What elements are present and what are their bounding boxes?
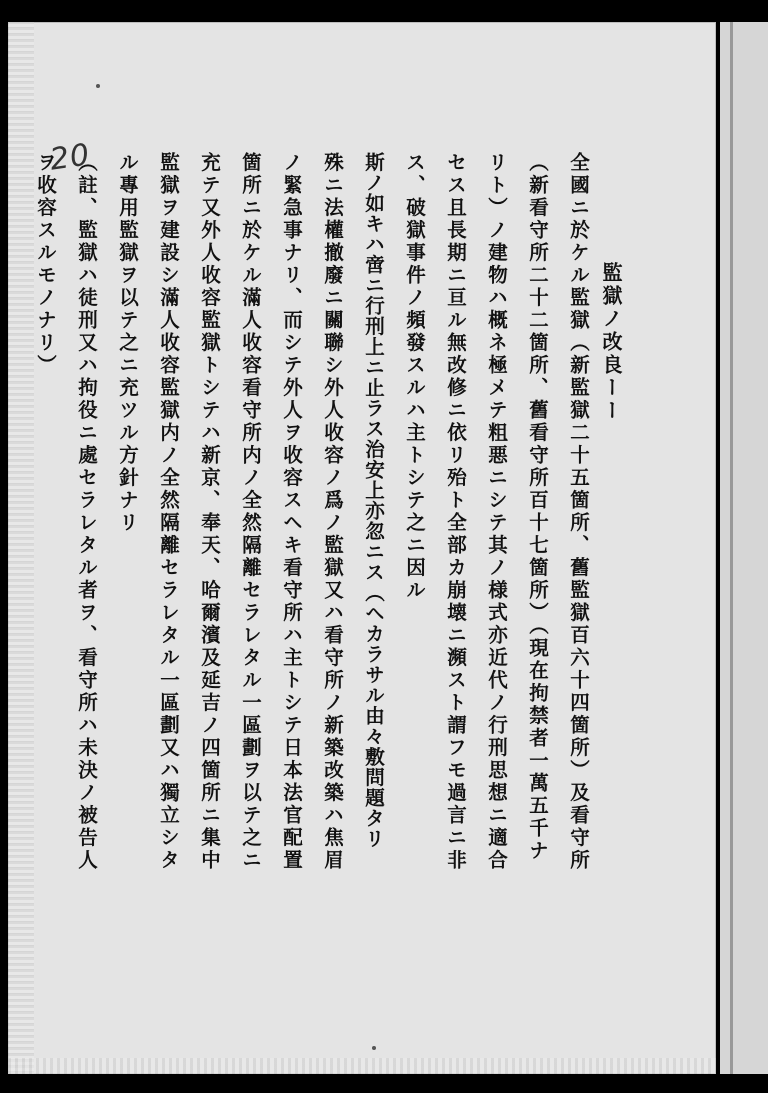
text-column: ス、破獄事件ノ頻發スルハ主トシテ之ニ因ル <box>403 152 426 602</box>
text-column: ノ緊急事ナリ、而シテ外人ヲ收容スヘキ看守所ハ主トシテ日本法官配置 <box>280 152 303 872</box>
text-column: セス且長期ニ亘ル無改修ニ依リ殆ト全部カ崩壊ニ瀕スト謂フモ過言ニ非 <box>444 152 467 872</box>
page-fold-line <box>730 22 733 1074</box>
text-column: （註、監獄ハ徒刑又ハ拘役ニ處セラレタル者ヲ、看守所ハ未決ノ被告人 <box>75 152 98 872</box>
text-column: 箇所ニ於ケル滿人收容看守所内ノ全然隔離セラレタル一區劃ヲ以テ之ニ <box>239 152 262 872</box>
scan-speck <box>96 84 100 88</box>
text-column: 斯ノ如キハ啻ニ行刑上ニ止ラス治安上亦忽ニス（ヘカラサル由々敷問題タリ <box>362 152 385 849</box>
text-column: ル專用監獄ヲ以テ之ニ充ツル方針ナリ <box>116 152 139 535</box>
adjacent-page-strip <box>720 22 768 1074</box>
text-column: （新看守所二十二箇所、舊看守所百十七箇所）（現在拘禁者一萬五千ナ <box>526 152 549 863</box>
text-column: ヲ收容スルモノナリ） <box>34 152 57 377</box>
page-bottom-edge <box>8 1058 716 1074</box>
text-column: 監獄ヲ建設シ滿人收容監獄内ノ全然隔離セラレタル一區劃又ハ獨立シタ <box>157 152 180 872</box>
text-column: 全國ニ於ケル監獄（新監獄二十五箇所、舊監獄百六十四箇所）及看守所 <box>567 152 590 872</box>
text-column: 充テ又外人收容監獄トシテハ新京、奉天、哈爾濱及延吉ノ四箇所ニ集中 <box>198 152 221 872</box>
text-column: 殊ニ法權撤廢ニ關聯シ外人收容ノ爲ノ監獄又ハ看守所ノ新築改築ハ焦眉 <box>321 152 344 872</box>
body-text <box>16 152 590 1042</box>
handwritten-page-number: 20 <box>47 137 93 178</box>
scan-speck <box>372 1046 376 1050</box>
section-title: 監獄ノ改良ーー <box>599 262 623 423</box>
text-column: リト）ノ建物ハ概ネ極メテ粗悪ニシテ其ノ様式亦近代ノ行刑思想ニ適合 <box>485 152 508 872</box>
